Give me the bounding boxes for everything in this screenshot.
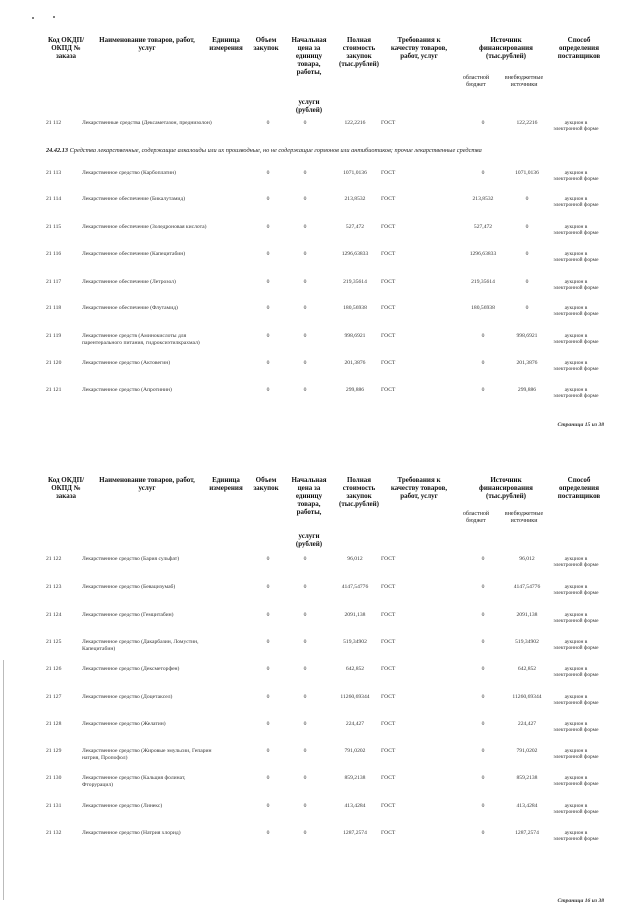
row-extra-budget: 998,6921: [516, 333, 538, 339]
row-code: 21 127: [46, 694, 62, 700]
row-start-price: 0: [303, 556, 307, 562]
row-extra-budget: 0: [525, 224, 529, 230]
row-method: аукцион в электронной форме: [553, 251, 599, 263]
row-extra-budget: 859,2138: [516, 775, 538, 781]
row-method: аукцион в электронной форме: [553, 120, 599, 132]
row-full-cost: 11260,69344: [340, 694, 370, 700]
row-regional-budget: 0: [481, 120, 485, 126]
row-full-cost: 224,427: [345, 721, 365, 727]
row-extra-budget: 4147,54776: [513, 584, 541, 590]
row-extra-budget: 0: [525, 279, 529, 285]
row-method: аукцион в электронной форме: [553, 612, 599, 624]
row-start-price: 0: [303, 694, 307, 700]
row-extra-budget: 0: [525, 196, 529, 202]
row-method: аукцион в электронной форме: [553, 305, 599, 317]
header-name: Наименование товаров, работ, услуг: [99, 36, 195, 52]
row-regional-budget: 0: [481, 387, 485, 393]
row-requirement: ГОСТ: [381, 196, 396, 202]
row-name: Лекарственное средство (Актовегин): [82, 360, 171, 366]
row-name: Лекарственное средство (Жировые эмульсии, Гепарин натрия, Пропофол): [82, 748, 212, 761]
row-method: аукцион в электронной форме: [553, 639, 599, 651]
row-full-cost: 791,0202: [344, 748, 366, 754]
row-volume: 0: [266, 387, 270, 393]
header-source-regional: областной бюджет: [462, 75, 490, 88]
row-volume: 0: [266, 556, 270, 562]
header-start-price-services: услуги (рублей): [295, 98, 323, 114]
row-full-cost: 213,8532: [344, 196, 366, 202]
row-volume: 0: [266, 305, 270, 311]
header-volume: Объем закупок: [253, 36, 279, 52]
header-method: Способ определения поставщиков: [557, 36, 601, 60]
row-name: Лекарственное обеспечение (Золедроновая кислота): [82, 224, 207, 230]
header-source-extra: внебюджетные источники: [504, 75, 544, 88]
row-method: аукцион в электронной форме: [553, 556, 599, 568]
row-name: Лекарственное обеспечение (Бикалутамид): [82, 196, 186, 202]
row-name: Лекарственное средство (Бария сульфат): [82, 556, 180, 562]
header-requirements: Требования к качеству товаров, работ, услуг: [390, 36, 448, 60]
row-name: Лекарственное средств (Аминокислоты для парентерального питания, гидроксиэтилкрахмал): [82, 333, 200, 346]
row-full-cost: 122,2216: [344, 120, 366, 126]
row-extra-budget: 1287,2574: [515, 830, 539, 836]
header-unit: Единица измерения: [209, 36, 243, 52]
row-code: 21 120: [46, 360, 62, 366]
row-method: аукцион в электронной форме: [553, 666, 599, 678]
row-full-cost: 299,886: [345, 387, 365, 393]
row-extra-budget: 201,3876: [516, 360, 538, 366]
row-full-cost: 219,35614: [343, 279, 367, 285]
header-start-price: Начальная цена за единицу товара, работы,: [291, 476, 327, 516]
header-method: Способ определения поставщиков: [557, 476, 601, 500]
row-requirement: ГОСТ: [381, 694, 396, 700]
header-start-price-services: услуги (рублей): [295, 532, 323, 548]
row-volume: 0: [266, 612, 270, 618]
row-method: аукцион в электронной форме: [553, 584, 599, 596]
row-code: 21 123: [46, 584, 62, 590]
row-full-cost: 1287,2574: [343, 830, 367, 836]
row-method: аукцион в электронной форме: [553, 279, 599, 291]
row-code: 21 118: [46, 305, 62, 311]
row-method: аукцион в электронной форме: [553, 775, 599, 787]
row-code: 21 124: [46, 612, 62, 618]
row-full-cost: 1296,63833: [341, 251, 369, 257]
header-start-price: Начальная цена за единицу товара, работы,: [291, 36, 327, 76]
row-name: Лекарственное средство (Доцетаксел): [82, 694, 173, 700]
row-code: 21 131: [46, 803, 62, 809]
row-full-cost: 201,3876: [344, 360, 366, 366]
row-start-price: 0: [303, 803, 307, 809]
row-method: аукцион в электронной форме: [553, 196, 599, 208]
row-regional-budget: 0: [481, 830, 485, 836]
row-regional-budget: 0: [481, 775, 485, 781]
row-full-cost: 4147,54776: [341, 584, 369, 590]
row-requirement: ГОСТ: [381, 639, 396, 645]
row-name: Лекарственное обеспечение (Капецитабин): [82, 251, 186, 257]
row-extra-budget: 519,34902: [515, 639, 539, 645]
row-volume: 0: [266, 721, 270, 727]
row-volume: 0: [266, 803, 270, 809]
row-name: Лекарственное средство (Гемцитабин): [82, 612, 174, 618]
row-regional-budget: 0: [481, 360, 485, 366]
row-code: 21 128: [46, 721, 62, 727]
row-regional-budget: 219,35614: [471, 279, 495, 285]
header-unit: Единица измерения: [209, 476, 243, 492]
row-full-cost: 859,2138: [344, 775, 366, 781]
header-full-cost: Полная стоимость закупок (тыс.рублей): [338, 476, 380, 508]
row-requirement: ГОСТ: [381, 333, 396, 339]
row-volume: 0: [266, 196, 270, 202]
header-volume: Объем закупок: [253, 476, 279, 492]
row-code: 21 126: [46, 666, 62, 672]
row-extra-budget: 2091,138: [516, 612, 538, 618]
row-full-cost: 413,4284: [344, 803, 366, 809]
row-requirement: ГОСТ: [381, 120, 396, 126]
row-name: Лекарственное средство (Желатин): [82, 721, 166, 727]
row-regional-budget: 180,56938: [471, 305, 495, 311]
row-name: Лекарственное средство (Кальция фолинат, Фторурацил): [82, 775, 186, 788]
header-requirements: Требования к качеству товаров, работ, услуг: [390, 476, 448, 500]
row-requirement: ГОСТ: [381, 387, 396, 393]
row-extra-budget: 791,0202: [516, 748, 538, 754]
row-method: аукцион в электронной форме: [553, 721, 599, 733]
row-volume: 0: [266, 775, 270, 781]
row-method: аукцион в электронной форме: [553, 803, 599, 815]
row-regional-budget: 0: [481, 333, 485, 339]
row-regional-budget: 213,8532: [472, 196, 494, 202]
row-code: 21 113: [46, 170, 62, 176]
row-requirement: ГОСТ: [381, 775, 396, 781]
page-number: Страница 16 из 38: [557, 898, 604, 904]
row-requirement: ГОСТ: [381, 666, 396, 672]
row-method: аукцион в электронной форме: [553, 694, 599, 706]
row-code: 21 117: [46, 279, 62, 285]
row-start-price: 0: [303, 224, 307, 230]
row-start-price: 0: [303, 279, 307, 285]
row-start-price: 0: [303, 305, 307, 311]
section-text: Средства лекарственные, содержащие алкалоиды или их производные, но не содержащие гормонов или антибиотиков; прочие лекарственные средства: [69, 147, 482, 154]
row-requirement: ГОСТ: [381, 721, 396, 727]
row-regional-budget: 0: [481, 556, 485, 562]
header-source: Источник финансирования (тыс.рублей): [479, 36, 533, 60]
row-volume: 0: [266, 584, 270, 590]
row-name: Лекарственное средство (Натрия хлорид): [82, 830, 181, 836]
row-method: аукцион в электронной форме: [553, 224, 599, 236]
row-extra-budget: 413,4284: [516, 803, 538, 809]
row-volume: 0: [266, 694, 270, 700]
row-code: 21 114: [46, 196, 62, 202]
row-full-cost: 642,852: [345, 666, 365, 672]
row-start-price: 0: [303, 196, 307, 202]
row-regional-budget: 0: [481, 612, 485, 618]
row-name: Лекарственное средство (Линекс): [82, 803, 163, 809]
row-requirement: ГОСТ: [381, 612, 396, 618]
section-code: 24.42.13: [46, 147, 69, 154]
header-source: Источник финансирования (тыс.рублей): [479, 476, 533, 500]
row-volume: 0: [266, 639, 270, 645]
row-full-cost: 527,472: [345, 224, 365, 230]
document-page-16: [0, 462, 640, 905]
row-requirement: ГОСТ: [381, 556, 396, 562]
row-extra-budget: 11260,69344: [512, 694, 542, 700]
document-page-15: [0, 0, 640, 440]
row-requirement: ГОСТ: [381, 360, 396, 366]
row-name: Лекарственное средство (Апротинин): [82, 387, 172, 393]
row-code: 21 116: [46, 251, 62, 257]
header-name: Наименование товаров, работ, услуг: [99, 476, 195, 492]
header-source-regional: областной бюджет: [462, 511, 490, 524]
row-volume: 0: [266, 666, 270, 672]
row-code: 21 132: [46, 830, 62, 836]
row-extra-budget: 299,886: [517, 387, 537, 393]
row-extra-budget: 122,2216: [516, 120, 538, 126]
row-name: Лекарственное обеспечение (Летрозол): [82, 279, 176, 285]
row-regional-budget: 527,472: [473, 224, 493, 230]
row-volume: 0: [266, 830, 270, 836]
row-start-price: 0: [303, 387, 307, 393]
row-requirement: ГОСТ: [381, 748, 396, 754]
row-name: Лекарственное обеспечение (Флутамид): [82, 305, 178, 311]
row-start-price: 0: [303, 360, 307, 366]
row-full-cost: 2091,138: [344, 612, 366, 618]
row-requirement: ГОСТ: [381, 251, 396, 257]
row-start-price: 0: [303, 251, 307, 257]
row-code: 21 129: [46, 748, 62, 754]
row-code: 21 115: [46, 224, 62, 230]
row-full-cost: 96,012: [347, 556, 363, 562]
row-volume: 0: [266, 748, 270, 754]
row-volume: 0: [266, 251, 270, 257]
header-code: Код ОКДП/ ОКПД № заказа: [47, 36, 85, 60]
row-code: 21 112: [46, 120, 62, 126]
row-extra-budget: 224,427: [517, 721, 537, 727]
row-start-price: 0: [303, 170, 307, 176]
row-code: 21 122: [46, 556, 62, 562]
row-requirement: ГОСТ: [381, 279, 396, 285]
row-method: аукцион в электронной форме: [553, 333, 599, 345]
row-start-price: 0: [303, 120, 307, 126]
row-method: аукцион в электронной форме: [553, 360, 599, 372]
row-regional-budget: 0: [481, 584, 485, 590]
row-requirement: ГОСТ: [381, 224, 396, 230]
row-name: Лекарственные средства (Дексаметазон, преднизолон): [82, 120, 212, 126]
row-requirement: ГОСТ: [381, 170, 396, 176]
row-volume: 0: [266, 120, 270, 126]
row-start-price: 0: [303, 721, 307, 727]
row-regional-budget: 0: [481, 639, 485, 645]
header-code: Код ОКДП/ ОКПД № заказа: [47, 476, 85, 500]
row-extra-budget: 642,852: [517, 666, 537, 672]
header-full-cost: Полная стоимость закупок (тыс.рублей): [338, 36, 380, 68]
row-start-price: 0: [303, 830, 307, 836]
row-regional-budget: 0: [481, 748, 485, 754]
row-full-cost: 998,6921: [344, 333, 366, 339]
row-method: аукцион в электронной форме: [553, 387, 599, 399]
page-number: Страница 15 из 38: [557, 422, 604, 428]
row-full-cost: 180,56938: [343, 305, 367, 311]
row-method: аукцион в электронной форме: [553, 170, 599, 182]
section-heading: [46, 147, 566, 155]
row-code: 21 119: [46, 333, 62, 339]
row-regional-budget: 0: [481, 170, 485, 176]
row-volume: 0: [266, 224, 270, 230]
row-code: 21 121: [46, 387, 62, 393]
row-regional-budget: 0: [481, 803, 485, 809]
row-extra-budget: 1071,0136: [515, 170, 539, 176]
row-regional-budget: 0: [481, 721, 485, 727]
row-name: Лекарственное средство (Карбоплатин): [82, 170, 177, 176]
row-start-price: 0: [303, 612, 307, 618]
row-method: аукцион в электронной форме: [553, 830, 599, 842]
row-extra-budget: 96,012: [519, 556, 535, 562]
row-full-cost: 1071,0136: [343, 170, 367, 176]
row-volume: 0: [266, 360, 270, 366]
row-code: 21 130: [46, 775, 62, 781]
row-start-price: 0: [303, 775, 307, 781]
row-start-price: 0: [303, 333, 307, 339]
row-volume: 0: [266, 170, 270, 176]
row-requirement: ГОСТ: [381, 305, 396, 311]
row-name: Лекарственное средство (Бевацизумаб): [82, 584, 176, 590]
row-regional-budget: 1296,63833: [469, 251, 497, 257]
row-name: Лекарственное средство (Дакарбазин, Ломустин, Капецитабин): [82, 639, 199, 652]
row-full-cost: 519,34902: [343, 639, 367, 645]
row-start-price: 0: [303, 748, 307, 754]
row-name: Лекарственное средство (Дексметорфен): [82, 666, 180, 672]
row-start-price: 0: [303, 666, 307, 672]
row-extra-budget: 0: [525, 251, 529, 257]
row-requirement: ГОСТ: [381, 584, 396, 590]
row-start-price: 0: [303, 584, 307, 590]
row-method: аукцион в электронной форме: [553, 748, 599, 760]
row-code: 21 125: [46, 639, 62, 645]
row-regional-budget: 0: [481, 694, 485, 700]
row-requirement: ГОСТ: [381, 830, 396, 836]
row-requirement: ГОСТ: [381, 803, 396, 809]
row-volume: 0: [266, 279, 270, 285]
row-regional-budget: 0: [481, 666, 485, 672]
row-volume: 0: [266, 333, 270, 339]
header-source-extra: внебюджетные источники: [504, 511, 544, 524]
row-start-price: 0: [303, 639, 307, 645]
row-extra-budget: 0: [525, 305, 529, 311]
